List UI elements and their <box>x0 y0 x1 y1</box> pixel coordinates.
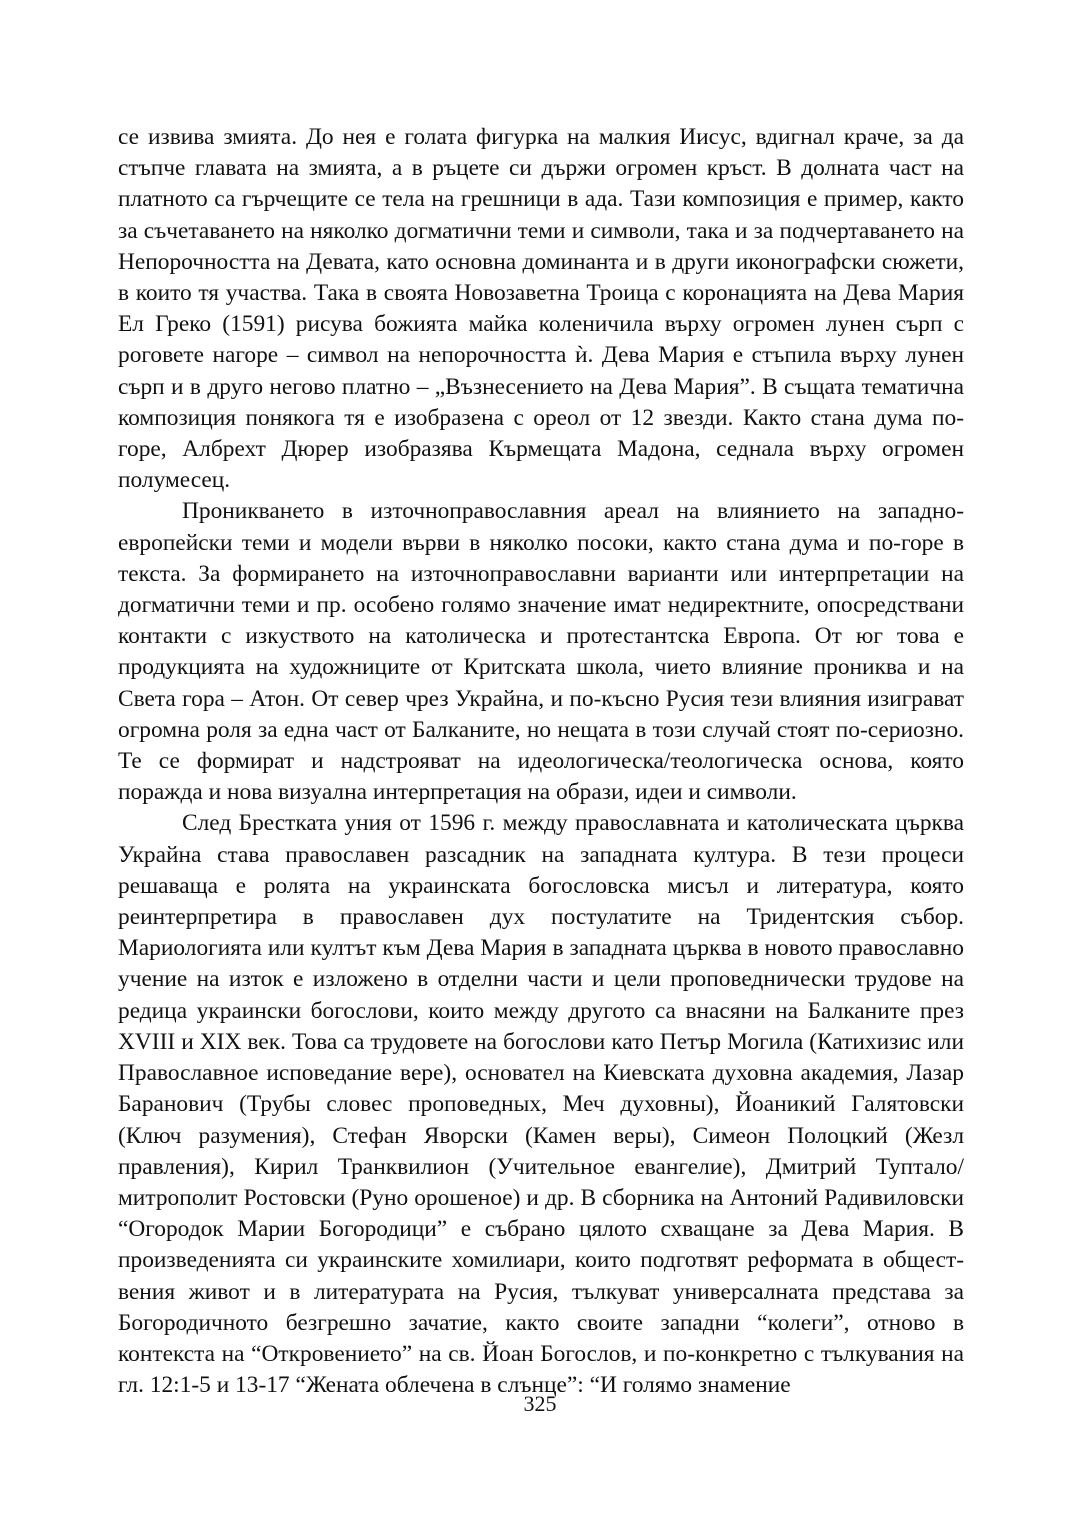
paragraph-western-influence: Проникването в източноправославния ареал на влиянието на западноевропейски теми и модели върви в няколко посоки, както стана дума и по-горе в текста. За формирането на източноправославни варианти или интерпретации на догматични теми и пр. особено голямо значение имат недиректните, опосредствани контакти с изкуството на католическа и протестантска Европа. От юг това е продукцията на художниците от Критската школа, чието влияние прониква и на Света гора – Атон. От север чрез Украйна, и по-късно Русия тези влияния изиграват огромна роля за една част от Балканите, но нещата в този случай стоят по-сериозно. Те се формират и надстрояват на идеологическа/теологическа основа, която поражда и нова визуална интерпретация на образи, идеи и символи. <box>118 498 964 806</box>
paragraph-continuation: се извива змията. До нея е голата фигурка на малкия Иисус, вдигнал краче, за да стъпче главата на змията, а в ръцете си държи огромен кръст. В долната част на платното са гърчещите се тела на грешници в ада. Тази композиция е пример, както за съчетаването на няколко догматични теми и символи, така и за подчертаването на Непорочността на Девата, като основна доминанта и в други иконографски сюжети, в които тя участва. Така в своята Новозаветна Троица с коронацията на Дева Мария Ел Греко (1591) рисува божията майка коленичила върху огромен лунен сърп с роговете нагоре – символ на непорочността ѝ. Дева Мария е стъпила върху лунен сърп и в друго негово платно – „Възнесението на Дева Мария”. В същата тематична композиция понякога тя е изобразена с ореол от 12 звезди. Както стана дума по-горе, Албрехт Дюрер изобразява Кърмещата Мадона, седнала върху огромен полумесец. <box>118 124 964 494</box>
page-number: 325 <box>523 1391 557 1416</box>
body-text <box>118 122 964 1401</box>
paragraph-brest-union: След Брестката уния от 1596 г. между православната и католическата църква Украйна става православен разсадник на западната култура. В тези процеси решаваща е ролята на украинската богословска мисъл и литература, която реинтерпретира в православен дух постулатите на Тридентския събор. Мариологията или култът към Дева Мария в западната църква в новото православно учение на изток е изложено в отделни части и цели проповеднически трудове на редица украински богослови, които между другото са внасяни на Балканите през XVIII и XIX век. Това са трудовете на богослови като Петър Могила (Катихизис или Православное исповедание вере), основател на Киевската духовна академия, Лазар Баранович (Трубы словес проповедных, Меч духовны), Йоаникий Галятовски (Ключ разумения), Стефан Яворски (Камен веры), Симеон Полоцкий (Жезл правления), Кирил Транквилион (Учительное евангелие), Дмитрий Туптало/митрополит Ростовски (Руно орошеное) и др. В сборника на Антоний Радивиловски “Огородок Марии Богородици” е събрано цялото схващане за Дева Мария. В произведенията си украинските хомилиари, които подготвят реформата в обществения живот и в литературата на Русия, тълкуват универсалната представа за Богородичното безгрешно зачатие, както своите западни “колеги”, отново в контекста на “Откровението” на св. Йоан Богослов, и по-конкретно с тълкувания на гл. 12:1-5 и 13-17 “Жената облечена в слънце”: “И голямо знамение <box>118 810 964 1399</box>
